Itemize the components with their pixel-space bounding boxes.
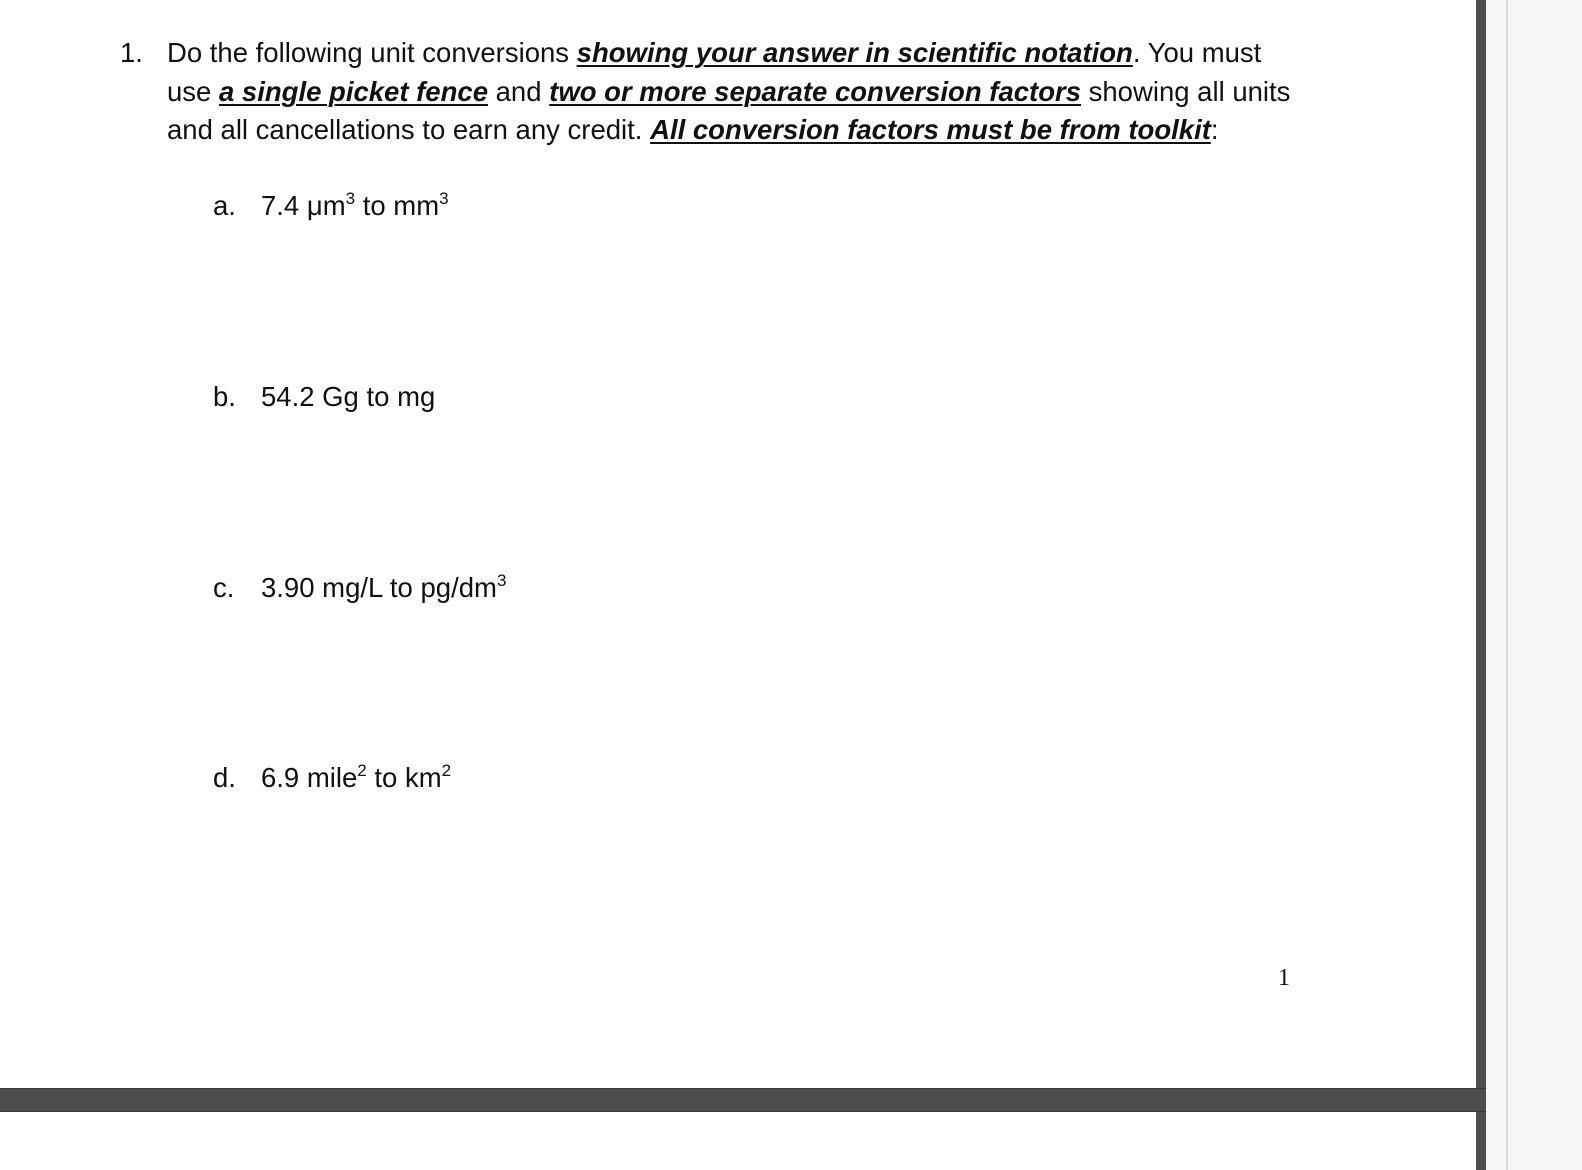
emphasis-conversion-factors: two or more separate conversion factors — [549, 75, 1081, 107]
part-letter: c. — [213, 572, 235, 603]
page-gap-vertical — [1476, 0, 1486, 1170]
instruction-text: showing all units — [1081, 75, 1291, 107]
page-number: 1 — [1278, 965, 1290, 991]
question-instructions — [167, 34, 1337, 150]
emphasis-scientific-notation: showing your answer in scientific notation — [576, 37, 1133, 68]
part-text: 7.4 μm — [261, 190, 346, 221]
instruction-line-2 — [167, 73, 1337, 112]
part-text: to km — [366, 762, 442, 793]
next-page[interactable] — [0, 1112, 1476, 1170]
part-text: 3.90 mg/L to pg/dm — [261, 572, 497, 603]
emphasis-toolkit: All conversion factors must be from toolkit — [650, 114, 1211, 145]
part-text: 54.2 Gg to mg — [261, 381, 436, 412]
superscript: 3 — [345, 189, 356, 208]
superscript: 3 — [439, 189, 449, 208]
instruction-text: . You must — [1132, 37, 1262, 68]
instruction-text: : — [1210, 114, 1219, 145]
part-d — [213, 762, 451, 794]
part-c — [213, 572, 506, 604]
page-gap-horizontal — [0, 1088, 1486, 1112]
part-letter: b. — [213, 381, 236, 412]
emphasis-picket-fence: a single picket fence — [218, 75, 488, 107]
question-number: 1. — [120, 37, 143, 68]
part-b — [213, 381, 435, 413]
scroll-panel[interactable] — [1486, 0, 1582, 1170]
superscript: 2 — [441, 761, 452, 780]
instruction-text: and — [487, 75, 550, 107]
instruction-text: Do the following unit conversions — [167, 37, 577, 68]
part-letter: d. — [213, 762, 236, 793]
part-text: to mm — [355, 190, 440, 221]
panel-divider — [1506, 0, 1508, 1170]
part-a — [213, 190, 449, 222]
instruction-line-3 — [167, 111, 1337, 150]
part-letter: a. — [213, 190, 236, 221]
instruction-text: and all cancellations to earn any credit. — [167, 114, 651, 145]
superscript: 3 — [496, 571, 507, 590]
superscript: 2 — [357, 761, 367, 780]
instruction-line-1 — [167, 34, 1337, 73]
part-text: 6.9 mile — [261, 762, 358, 793]
instruction-text: use — [167, 75, 219, 107]
